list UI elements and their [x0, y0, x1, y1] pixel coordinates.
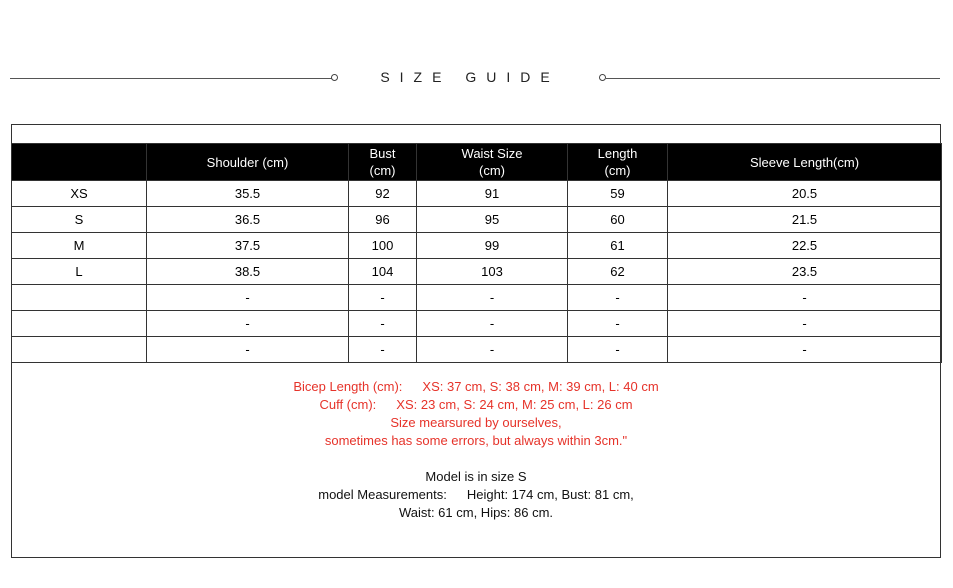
size-table — [11, 143, 942, 363]
title-circle-right-icon — [599, 74, 606, 81]
cell-waist: 99 — [417, 233, 568, 259]
title-divider-right — [606, 78, 940, 79]
header-sleeve-label: Sleeve Length(cm) — [749, 154, 860, 170]
cell-waist: - — [417, 311, 568, 337]
cell-length: 60 — [568, 207, 668, 233]
title-divider-left — [10, 78, 332, 79]
cell-size: XS — [12, 181, 147, 207]
note-measure-values: Height: 174 cm, Bust: 81 cm, — [466, 487, 634, 502]
table-row — [12, 259, 942, 285]
page-title: SIZE GUIDE — [380, 69, 560, 85]
header-bust-unit: (cm) — [369, 163, 396, 178]
header-size — [12, 144, 147, 181]
header-sleeve — [668, 144, 942, 181]
note-cuff — [11, 396, 941, 414]
note-bicep — [11, 378, 941, 396]
note-model-size: Model is in size S — [425, 469, 527, 484]
size-guide-title-row — [0, 64, 953, 94]
header-length — [568, 144, 668, 181]
note-model-measurements — [11, 486, 941, 504]
header-waist — [417, 144, 568, 181]
cell-length: 61 — [568, 233, 668, 259]
cell-size — [12, 337, 147, 363]
cell-waist: 91 — [417, 181, 568, 207]
cell-shoulder: 38.5 — [147, 259, 349, 285]
note-cuff-label: Cuff (cm): — [319, 397, 377, 412]
cell-shoulder: 36.5 — [147, 207, 349, 233]
table-row — [12, 181, 942, 207]
table-row — [12, 233, 942, 259]
cell-shoulder: - — [147, 337, 349, 363]
table-row — [12, 285, 942, 311]
cell-bust: - — [349, 337, 417, 363]
cell-shoulder: - — [147, 285, 349, 311]
cell-sleeve: 23.5 — [668, 259, 942, 285]
header-bust — [349, 144, 417, 181]
size-notes — [11, 378, 941, 522]
cell-bust: - — [349, 285, 417, 311]
cell-sleeve: - — [668, 311, 942, 337]
cell-shoulder: - — [147, 311, 349, 337]
cell-bust: - — [349, 311, 417, 337]
cell-sleeve: - — [668, 337, 942, 363]
header-shoulder-label: Shoulder (cm) — [206, 154, 289, 170]
cell-shoulder: 37.5 — [147, 233, 349, 259]
cell-sleeve: 22.5 — [668, 233, 942, 259]
cell-sleeve: 21.5 — [668, 207, 942, 233]
cell-sleeve: - — [668, 285, 942, 311]
header-waist-unit: (cm) — [479, 163, 505, 178]
cell-sleeve: 20.5 — [668, 181, 942, 207]
cell-length: - — [568, 337, 668, 363]
cell-bust: 96 — [349, 207, 417, 233]
cell-bust: 100 — [349, 233, 417, 259]
note-bicep-values: XS: 37 cm, S: 38 cm, M: 39 cm, L: 40 cm — [422, 379, 659, 394]
cell-size: S — [12, 207, 147, 233]
note-cuff-values: XS: 23 cm, S: 24 cm, M: 25 cm, L: 26 cm — [396, 397, 633, 412]
note-model-waist-hips: Waist: 61 cm, Hips: 86 cm. — [398, 505, 554, 520]
header-waist-label: Waist Size — [461, 146, 523, 161]
cell-bust: 104 — [349, 259, 417, 285]
cell-waist: - — [417, 285, 568, 311]
table-row — [12, 337, 942, 363]
cell-waist: 103 — [417, 259, 568, 285]
cell-length: 59 — [568, 181, 668, 207]
cell-size: M — [12, 233, 147, 259]
header-length-unit: (cm) — [604, 163, 631, 178]
cell-size: L — [12, 259, 147, 285]
title-circle-left-icon — [331, 74, 338, 81]
header-bust-label: Bust — [369, 146, 396, 161]
table-row — [12, 207, 942, 233]
cell-waist: - — [417, 337, 568, 363]
table-row — [12, 311, 942, 337]
header-length-label: Length — [597, 146, 638, 161]
cell-length: 62 — [568, 259, 668, 285]
header-shoulder — [147, 144, 349, 181]
note-errors: sometimes has some errors, but always within 3cm." — [324, 433, 628, 448]
table-header-row — [12, 144, 942, 181]
cell-length: - — [568, 285, 668, 311]
cell-bust: 92 — [349, 181, 417, 207]
note-bicep-label: Bicep Length (cm): — [293, 379, 403, 394]
cell-waist: 95 — [417, 207, 568, 233]
cell-size — [12, 285, 147, 311]
cell-length: - — [568, 311, 668, 337]
note-measure-label: model Measurements: — [318, 487, 447, 502]
note-measured: Size mearsured by ourselves, — [390, 415, 562, 430]
cell-shoulder: 35.5 — [147, 181, 349, 207]
cell-size — [12, 311, 147, 337]
